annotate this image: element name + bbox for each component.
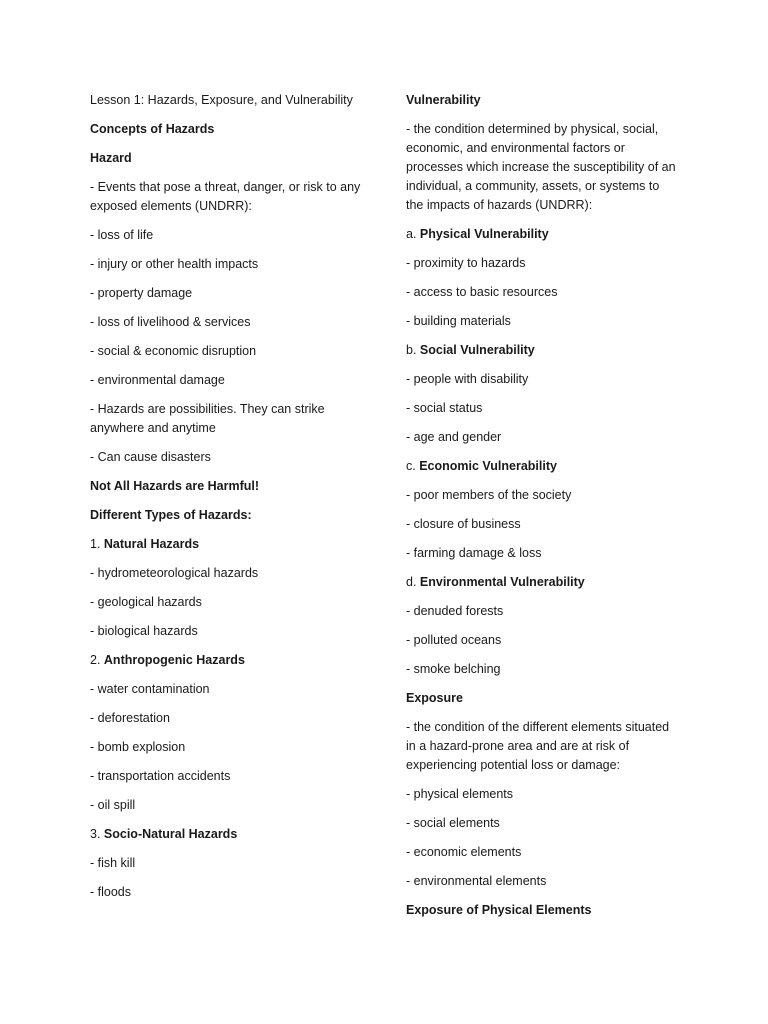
heading-exposure-of-physical-elements: Exposure of Physical Elements <box>406 903 592 917</box>
paragraph: - age and gender <box>406 430 502 444</box>
list-number: 3. <box>90 827 104 841</box>
paragraph: - polluted oceans <box>406 633 502 647</box>
paragraph: - farming damage & loss <box>406 546 542 560</box>
list-number: b. <box>406 343 420 357</box>
subheading-social-vulnerability <box>406 341 676 360</box>
list-number: 2. <box>90 653 104 667</box>
paragraph: - economic elements <box>406 845 522 859</box>
paragraph: - oil spill <box>90 798 136 812</box>
paragraph: - Can cause disasters <box>90 450 211 464</box>
subheading-economic-vulnerability <box>406 457 676 476</box>
subheading-label: Natural Hazards <box>103 537 200 551</box>
heading-different-types-of-hazards: Different Types of Hazards: <box>90 508 252 522</box>
paragraph: - building materials <box>406 314 511 328</box>
paragraph: - transportation accidents <box>90 769 231 783</box>
subheading-physical-vulnerability <box>406 225 676 244</box>
heading-concepts-of-hazards: Concepts of Hazards <box>90 122 215 136</box>
paragraph: - loss of life <box>90 228 154 242</box>
paragraph: - floods <box>90 885 131 899</box>
paragraph: - social & economic disruption <box>90 344 257 358</box>
paragraph: - Events that pose a threat, danger, or risk to any exposed elements (UNDRR): <box>90 180 361 213</box>
paragraph: - proximity to hazards <box>406 256 526 270</box>
list-number: a. <box>406 227 420 241</box>
paragraph: - environmental elements <box>406 874 547 888</box>
list-number: c. <box>406 459 420 473</box>
paragraph: - people with disability <box>406 372 529 386</box>
heading-exposure: Exposure <box>406 691 463 705</box>
paragraph: - closure of business <box>406 517 521 531</box>
paragraph: Lesson 1: Hazards, Exposure, and Vulnerability <box>90 93 353 107</box>
paragraph: - deforestation <box>90 711 170 725</box>
paragraph: - Hazards are possibilities. They can strike anywhere and anytime <box>90 402 325 435</box>
paragraph: - water contamination <box>90 682 210 696</box>
paragraph: - smoke belching <box>406 662 501 676</box>
paragraph: - social elements <box>406 816 500 830</box>
subheading-label: Anthropogenic Hazards <box>103 653 245 667</box>
paragraph: - denuded forests <box>406 604 504 618</box>
paragraph: - loss of livelihood & services <box>90 315 251 329</box>
subheading-label: Physical Vulnerability <box>419 227 549 241</box>
paragraph: - property damage <box>90 286 193 300</box>
heading-vulnerability: Vulnerability <box>406 93 481 107</box>
paragraph: - social status <box>406 401 483 415</box>
subheading-environmental-vulnerability <box>406 573 676 592</box>
paragraph: - poor members of the society <box>406 488 572 502</box>
paragraph: - biological hazards <box>90 624 198 638</box>
heading-hazard: Hazard <box>90 151 132 165</box>
subheading-label: Economic Vulnerability <box>419 459 557 473</box>
paragraph: - geological hazards <box>90 595 202 609</box>
paragraph: - physical elements <box>406 787 513 801</box>
subheading-label: Socio-Natural Hazards <box>103 827 238 841</box>
subheading-socio-natural-hazards <box>90 825 380 844</box>
left-column <box>90 91 380 912</box>
subheading-anthropogenic-hazards <box>90 651 380 670</box>
subheading-label: Environmental Vulnerability <box>419 575 585 589</box>
list-number: 1. <box>90 537 104 551</box>
paragraph: - the condition of the different elements situated in a hazard-prone area and are at risk of experiencing potential loss or damage: <box>406 720 670 772</box>
paragraph: - fish kill <box>90 856 136 870</box>
subheading-label: Social Vulnerability <box>419 343 535 357</box>
paragraph: - hydrometeorological hazards <box>90 566 259 580</box>
paragraph: - the condition determined by physical, social, economic, and environmental factors or processes which increase the susceptibility of an individual, a community, assets, or systems to the impacts of hazards (UNDRR): <box>406 122 676 212</box>
right-column <box>406 91 676 930</box>
subheading-natural-hazards <box>90 535 380 554</box>
paragraph: - bomb explosion <box>90 740 186 754</box>
heading-not-all-hazards-are-harmful: Not All Hazards are Harmful! <box>90 479 260 493</box>
list-number: d. <box>406 575 420 589</box>
paragraph: - access to basic resources <box>406 285 558 299</box>
paragraph: - injury or other health impacts <box>90 257 259 271</box>
paragraph: - environmental damage <box>90 373 225 387</box>
